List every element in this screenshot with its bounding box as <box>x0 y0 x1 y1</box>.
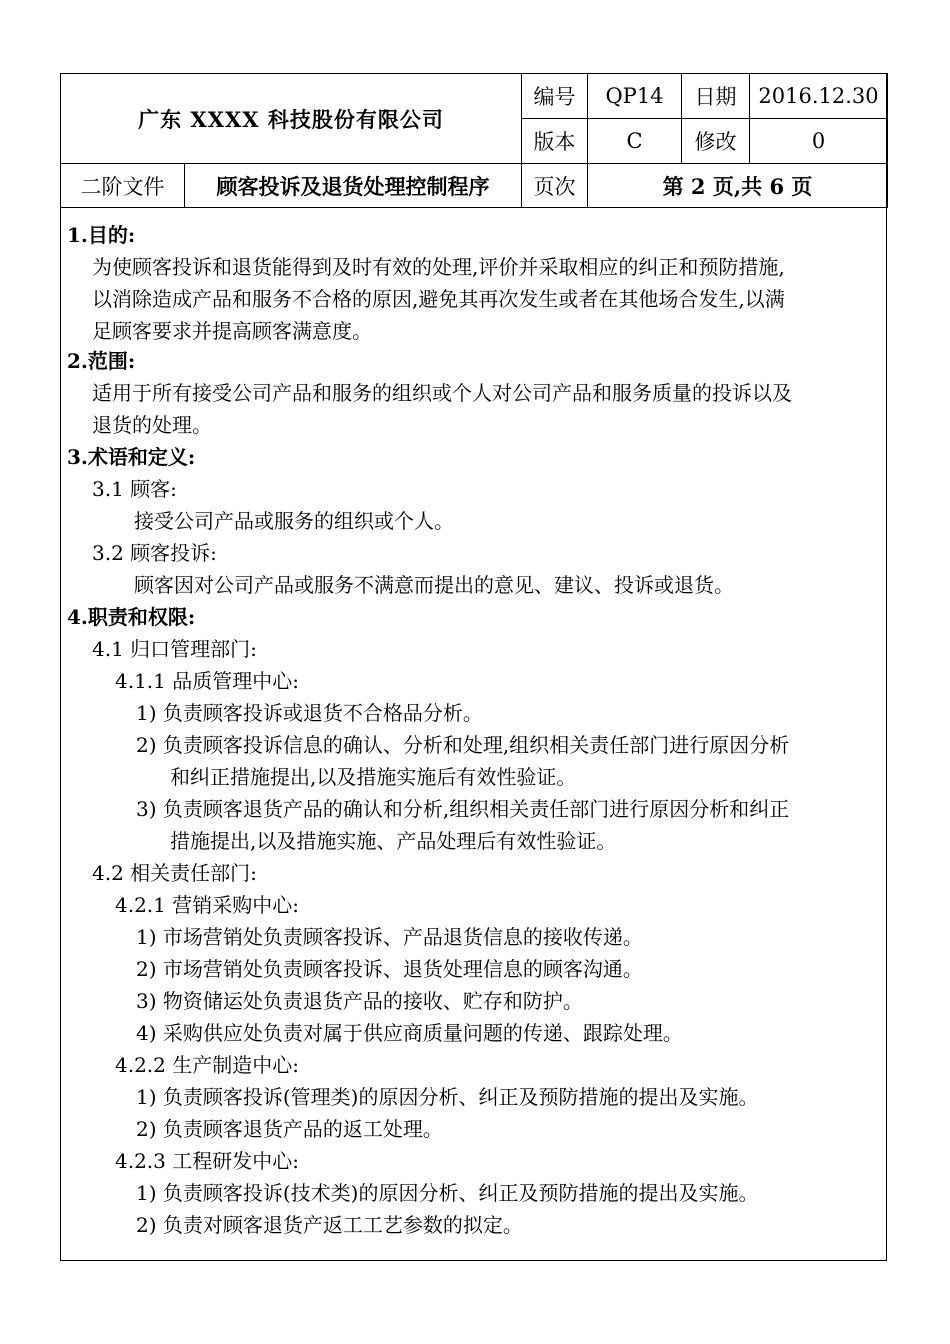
section-1-text: 足顾客要求并提高顾客满意度。 <box>92 319 372 343</box>
date-label: 日期 <box>682 74 750 119</box>
section-3-2-title: 3.2 顾客投诉: <box>92 541 217 565</box>
section-1-text: 为使顾客投诉和退货能得到及时有效的处理,评价并采取相应的纠正和预防措施, <box>92 255 785 279</box>
code-value: QP14 <box>588 74 682 119</box>
section-2-text: 适用于所有接受公司产品和服务的组织或个人对公司产品和服务质量的投诉以及 <box>92 381 792 405</box>
date-value: 2016.12.30 <box>750 74 888 119</box>
list-item: 3) 负责顾客退货产品的确认和分析,组织相关责任部门进行原因分析和纠正 <box>136 797 790 821</box>
section-2-title: 2.范围: <box>67 349 136 373</box>
section-4-1-title: 4.1 归口管理部门: <box>92 637 257 661</box>
section-4-title: 4.职责和权限: <box>67 605 196 629</box>
code-label: 编号 <box>522 74 588 119</box>
doc-level: 二阶文件 <box>61 164 185 208</box>
doc-title: 顾客投诉及退货处理控制程序 <box>185 164 522 208</box>
list-item: 4) 采购供应处负责对属于供应商质量问题的传递、跟踪处理。 <box>136 1021 683 1045</box>
section-3-1-text: 接受公司产品或服务的组织或个人。 <box>134 509 454 533</box>
list-item-continued: 措施提出,以及措施实施、产品处理后有效性验证。 <box>170 829 617 853</box>
document-header-table <box>60 73 888 208</box>
list-item: 2) 负责对顾客退货产返工工艺参数的拟定。 <box>136 1213 523 1237</box>
section-3-1-title: 3.1 顾客: <box>92 477 177 501</box>
section-1-text: 以消除造成产品和服务不合格的原因,避免其再次发生或者在其他场合发生,以满 <box>92 287 785 311</box>
page-label: 页次 <box>522 164 588 208</box>
version-label: 版本 <box>522 119 588 164</box>
list-item-continued: 和纠正措施提出,以及措施实施后有效性验证。 <box>170 765 577 789</box>
revision-value: 0 <box>750 119 888 164</box>
revision-label: 修改 <box>682 119 750 164</box>
page-number: 第 2 页,共 6 页 <box>588 164 888 208</box>
section-4-2-title: 4.2 相关责任部门: <box>92 861 257 885</box>
list-item: 3) 物资储运处负责退货产品的接收、贮存和防护。 <box>136 989 583 1013</box>
section-4-2-3-title: 4.2.3 工程研发中心: <box>115 1149 299 1173</box>
section-4-2-2-title: 4.2.2 生产制造中心: <box>115 1053 299 1077</box>
section-2-text: 退货的处理。 <box>92 413 212 437</box>
company-name: 广东 XXXX 科技股份有限公司 <box>61 74 522 164</box>
list-item: 2) 负责顾客投诉信息的确认、分析和处理,组织相关责任部门进行原因分析 <box>136 733 790 757</box>
list-item: 1) 市场营销处负责顾客投诉、产品退货信息的接收传递。 <box>136 925 643 949</box>
list-item: 2) 负责顾客退货产品的返工处理。 <box>136 1117 443 1141</box>
section-4-2-1-title: 4.2.1 营销采购中心: <box>115 893 299 917</box>
section-4-1-1-title: 4.1.1 品质管理中心: <box>115 669 299 693</box>
list-item: 1) 负责顾客投诉(技术类)的原因分析、纠正及预防措施的提出及实施。 <box>136 1181 759 1205</box>
section-3-2-text: 顾客因对公司产品或服务不满意而提出的意见、建议、投诉或退货。 <box>134 573 734 597</box>
section-3-title: 3.术语和定义: <box>67 445 196 469</box>
section-1-title: 1.目的: <box>67 223 136 247</box>
list-item: 1) 负责顾客投诉或退货不合格品分析。 <box>136 701 483 725</box>
list-item: 1) 负责顾客投诉(管理类)的原因分析、纠正及预防措施的提出及实施。 <box>136 1085 759 1109</box>
list-item: 2) 市场营销处负责顾客投诉、退货处理信息的顾客沟通。 <box>136 957 643 981</box>
version-value: C <box>588 119 682 164</box>
